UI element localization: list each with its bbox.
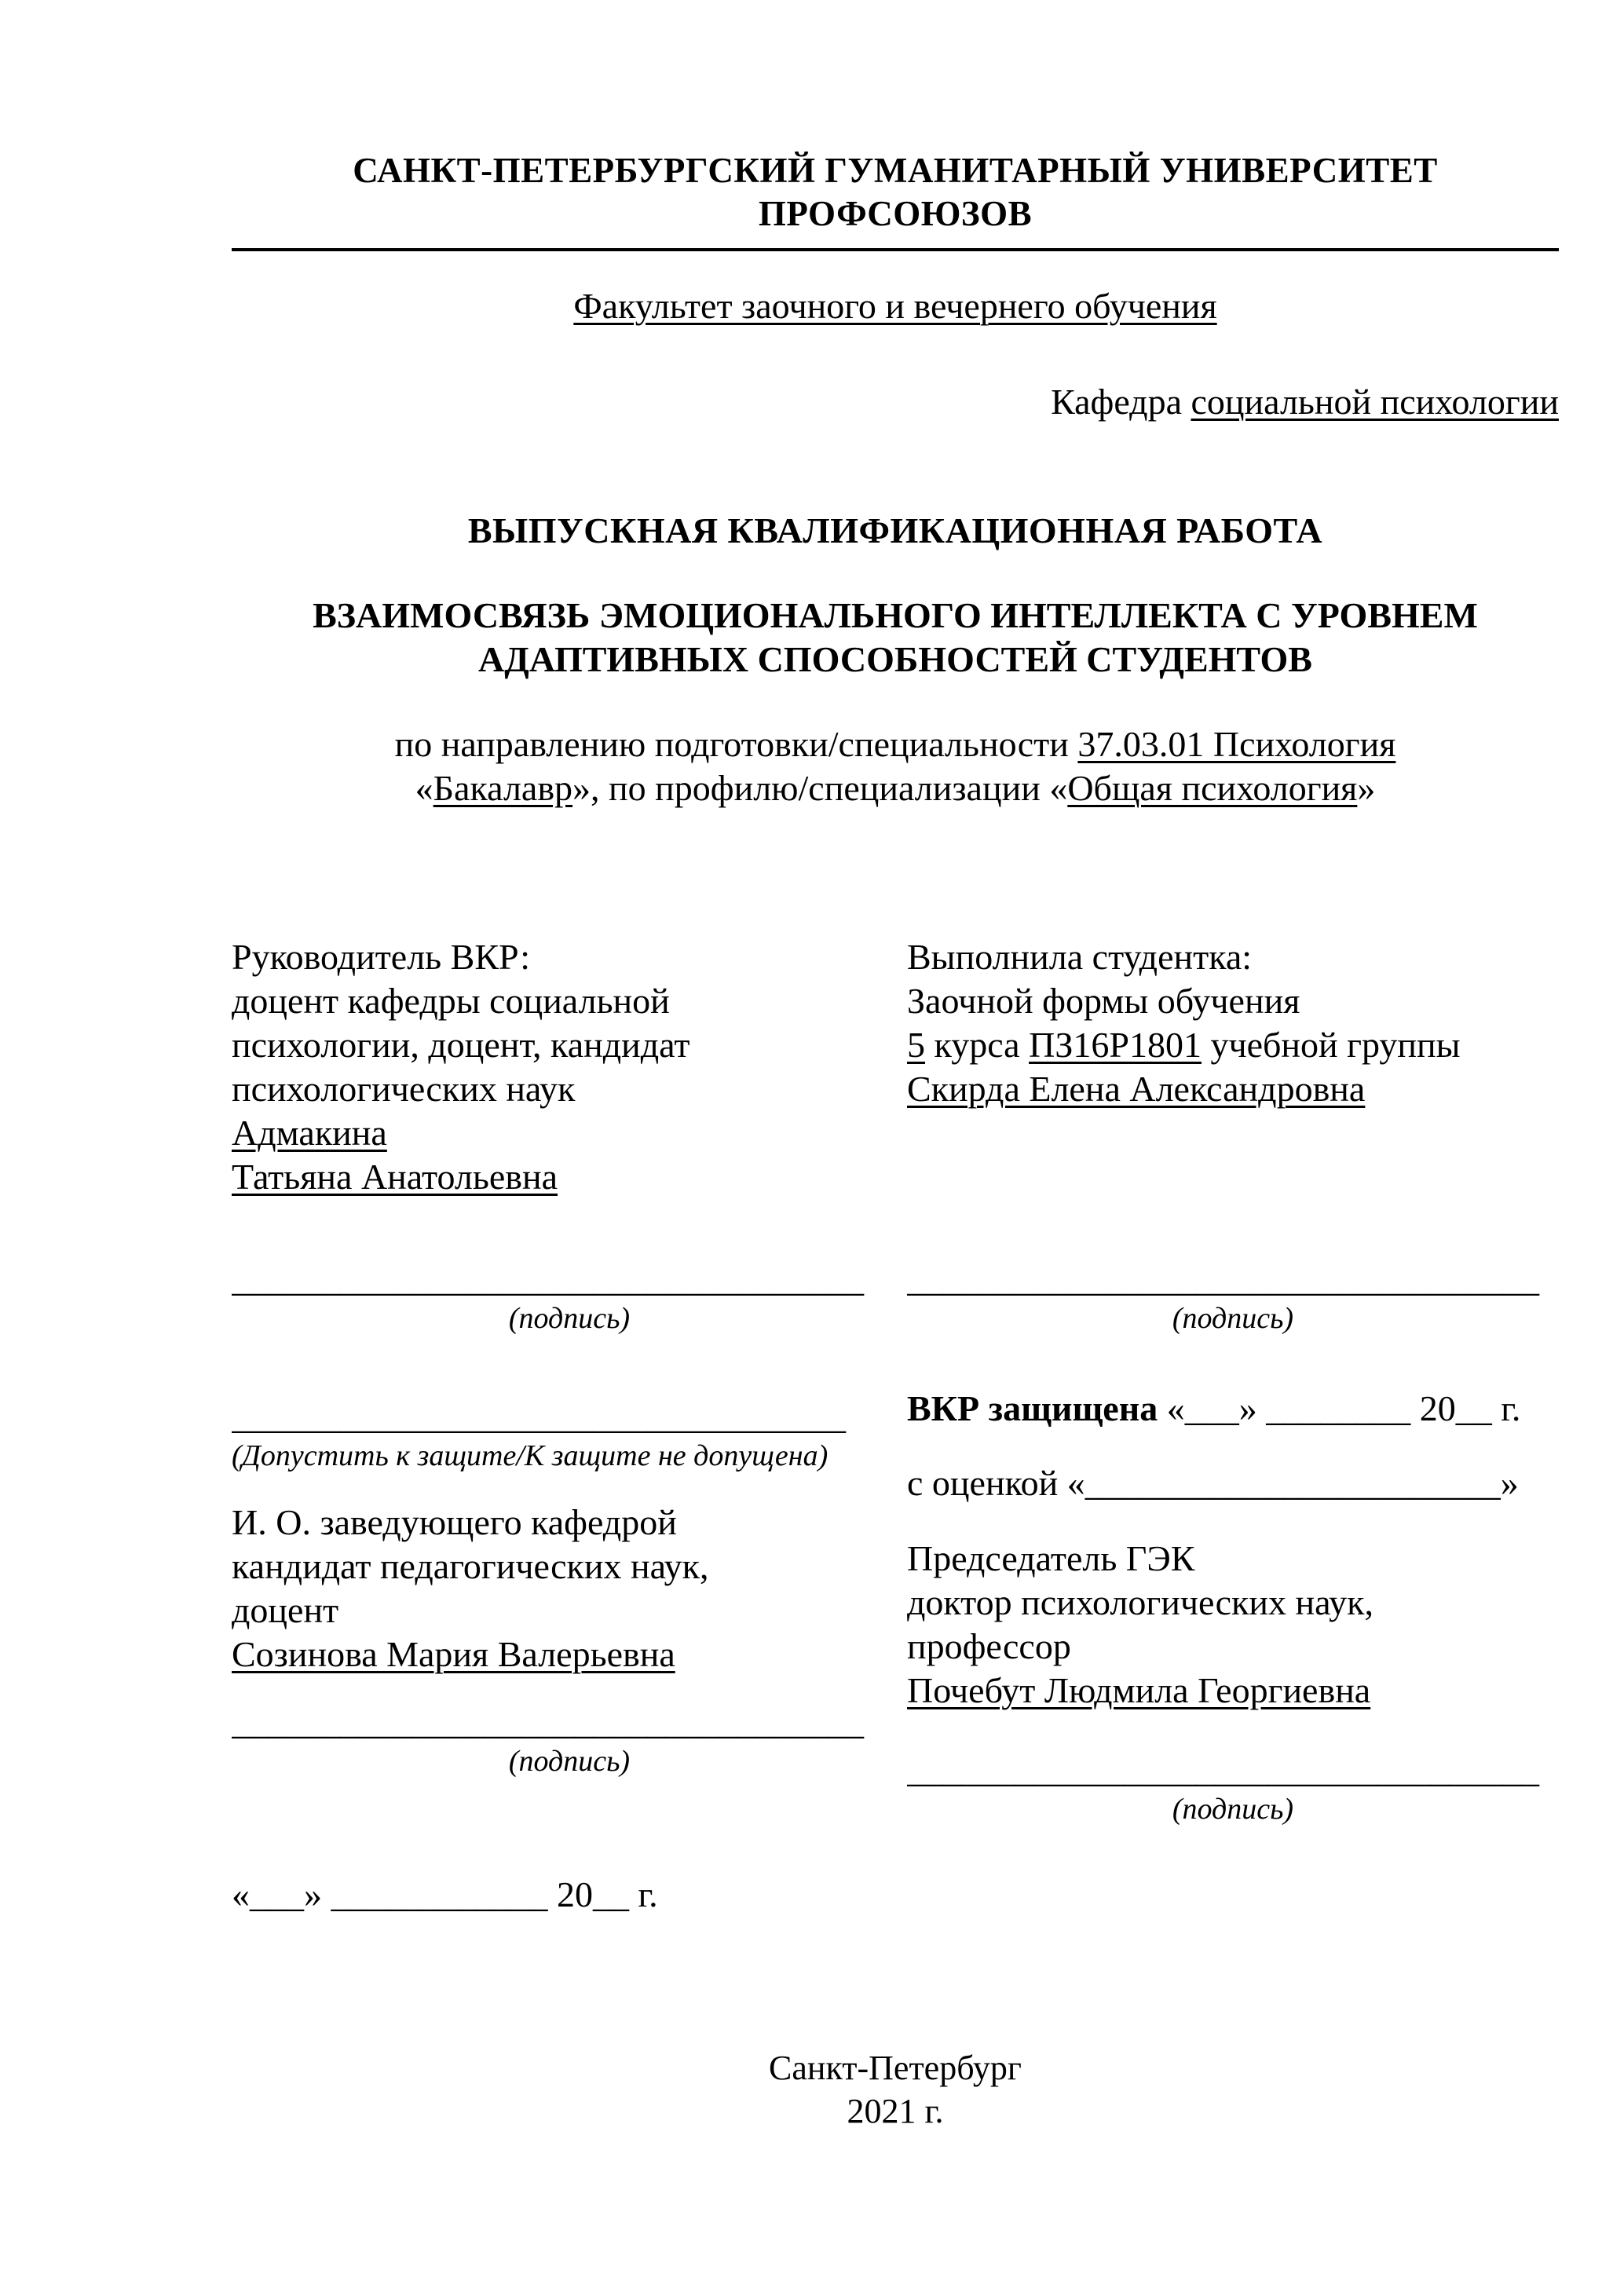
head-of-dept-line: доцент [232, 1589, 339, 1630]
supervisor-name-line [232, 1155, 907, 1199]
head-of-dept-block [232, 1501, 907, 1676]
thesis-title-line-2: АДАПТИВНЫХ СПОСОБНОСТЕЙ СТУДЕНТОВ [478, 639, 1312, 680]
student-name-line [907, 1067, 1559, 1111]
student-line: Заочной формы обучения [907, 980, 1300, 1021]
gek-chair-block [907, 1537, 1559, 1713]
specialty-line-1 [232, 722, 1559, 766]
university-name: САНКТ-ПЕТЕРБУРГСКИЙ ГУМАНИТАРНЫЙ УНИВЕРСИТЕТ ПРОФСОЮЗОВ [232, 149, 1559, 251]
specialty-middle: », по профилю/специализации « [572, 768, 1068, 809]
student-label: Выполнила студентка: [907, 936, 1253, 977]
right-column [907, 935, 1559, 1917]
specialty-line-2 [232, 766, 1559, 810]
faculty-text: Факультет заочного и вечернего обучения [573, 285, 1217, 326]
admission-caption: (Допустить к защите/К защите не допущена) [232, 1439, 828, 1473]
signature-line: ___________________________________ [232, 1259, 864, 1300]
grade-line: с оценкой «_______________________» [907, 1462, 1519, 1503]
signature-caption: (подпись) [508, 1302, 631, 1336]
signature-line: ___________________________________ [907, 1749, 1539, 1790]
footer [232, 2046, 1559, 2133]
supervisor-line: доцент кафедры социальной [232, 980, 670, 1021]
course-text: курса [925, 1024, 1030, 1065]
student-name: Скирда Елена Александровна [907, 1068, 1366, 1109]
supervisor-line: психологии, доцент, кандидат [232, 1024, 690, 1065]
left-column [232, 935, 907, 1917]
student-group-line [907, 1023, 1559, 1067]
supervisor-block [232, 935, 907, 1200]
head-of-dept-line: кандидат педагогических наук, [232, 1545, 709, 1586]
head-of-dept-name-line [232, 1632, 907, 1676]
two-column-area [232, 935, 1559, 1917]
admission-line: __________________________________ [232, 1395, 846, 1436]
head-of-dept-name: Созинова Мария Валерьевна [232, 1633, 675, 1674]
work-type-heading: ВЫПУСКНАЯ КВАЛИФИКАЦИОННАЯ РАБОТА [467, 510, 1323, 550]
department-label: Кафедра [1051, 381, 1191, 422]
student-block [907, 935, 1559, 1111]
gek-chair-line: доктор психологических наук, [907, 1582, 1374, 1623]
supervisor-surname: Адмакина [232, 1112, 387, 1153]
degree-name: Бакалавр [433, 768, 573, 809]
signature-caption: (подпись) [1172, 1793, 1294, 1826]
signature-line: ___________________________________ [232, 1702, 864, 1742]
department-value: социальной психологии [1191, 381, 1559, 422]
supervisor-name-line [232, 1111, 907, 1155]
profile-name: Общая психология [1067, 768, 1358, 809]
supervisor-label: Руководитель ВКР: [232, 936, 531, 977]
quote-open: « [415, 768, 433, 809]
gek-chair-name-line [907, 1669, 1559, 1713]
footer-year: 2021 г. [847, 2091, 944, 2130]
quote-close: » [1357, 768, 1376, 809]
course-number: 5 [907, 1024, 925, 1065]
defense-line [907, 1387, 1559, 1431]
gek-chair-line: Председатель ГЭК [907, 1537, 1195, 1578]
thesis-title-line-1: ВЗАИМОСВЯЗЬ ЭМОЦИОНАЛЬНОГО ИНТЕЛЛЕКТА С УРОВНЕМ [313, 595, 1478, 636]
thesis-title [232, 594, 1559, 682]
group-text: учебной группы [1201, 1024, 1461, 1065]
specialty-prefix: по направлению подготовки/специальности [394, 724, 1078, 765]
defense-date-blanks: «___» ________ 20__ г. [1158, 1387, 1521, 1428]
signature-line: ___________________________________ [907, 1258, 1539, 1299]
signature-caption: (подпись) [1172, 1302, 1294, 1336]
department-line [232, 380, 1559, 424]
head-of-dept-line: И. О. заведующего кафедрой [232, 1501, 677, 1542]
gek-chair-name: Почебут Людмила Георгиевна [907, 1670, 1371, 1711]
gek-chair-line: профессор [907, 1626, 1071, 1667]
faculty-line [232, 284, 1559, 328]
defense-label: ВКР защищена [907, 1387, 1158, 1428]
supervisor-given-name: Татьяна Анатольевна [232, 1157, 558, 1197]
date-line: «___» ____________ 20__ г. [232, 1874, 658, 1914]
group-code: ПЗ16Р1801 [1029, 1024, 1202, 1065]
specialty-code: 37.03.01 Психология [1077, 724, 1396, 765]
specialty-block [232, 722, 1559, 810]
supervisor-line: психологических наук [232, 1068, 576, 1109]
footer-city: Санкт-Петербург [769, 2048, 1022, 2087]
signature-caption: (подпись) [508, 1745, 631, 1779]
